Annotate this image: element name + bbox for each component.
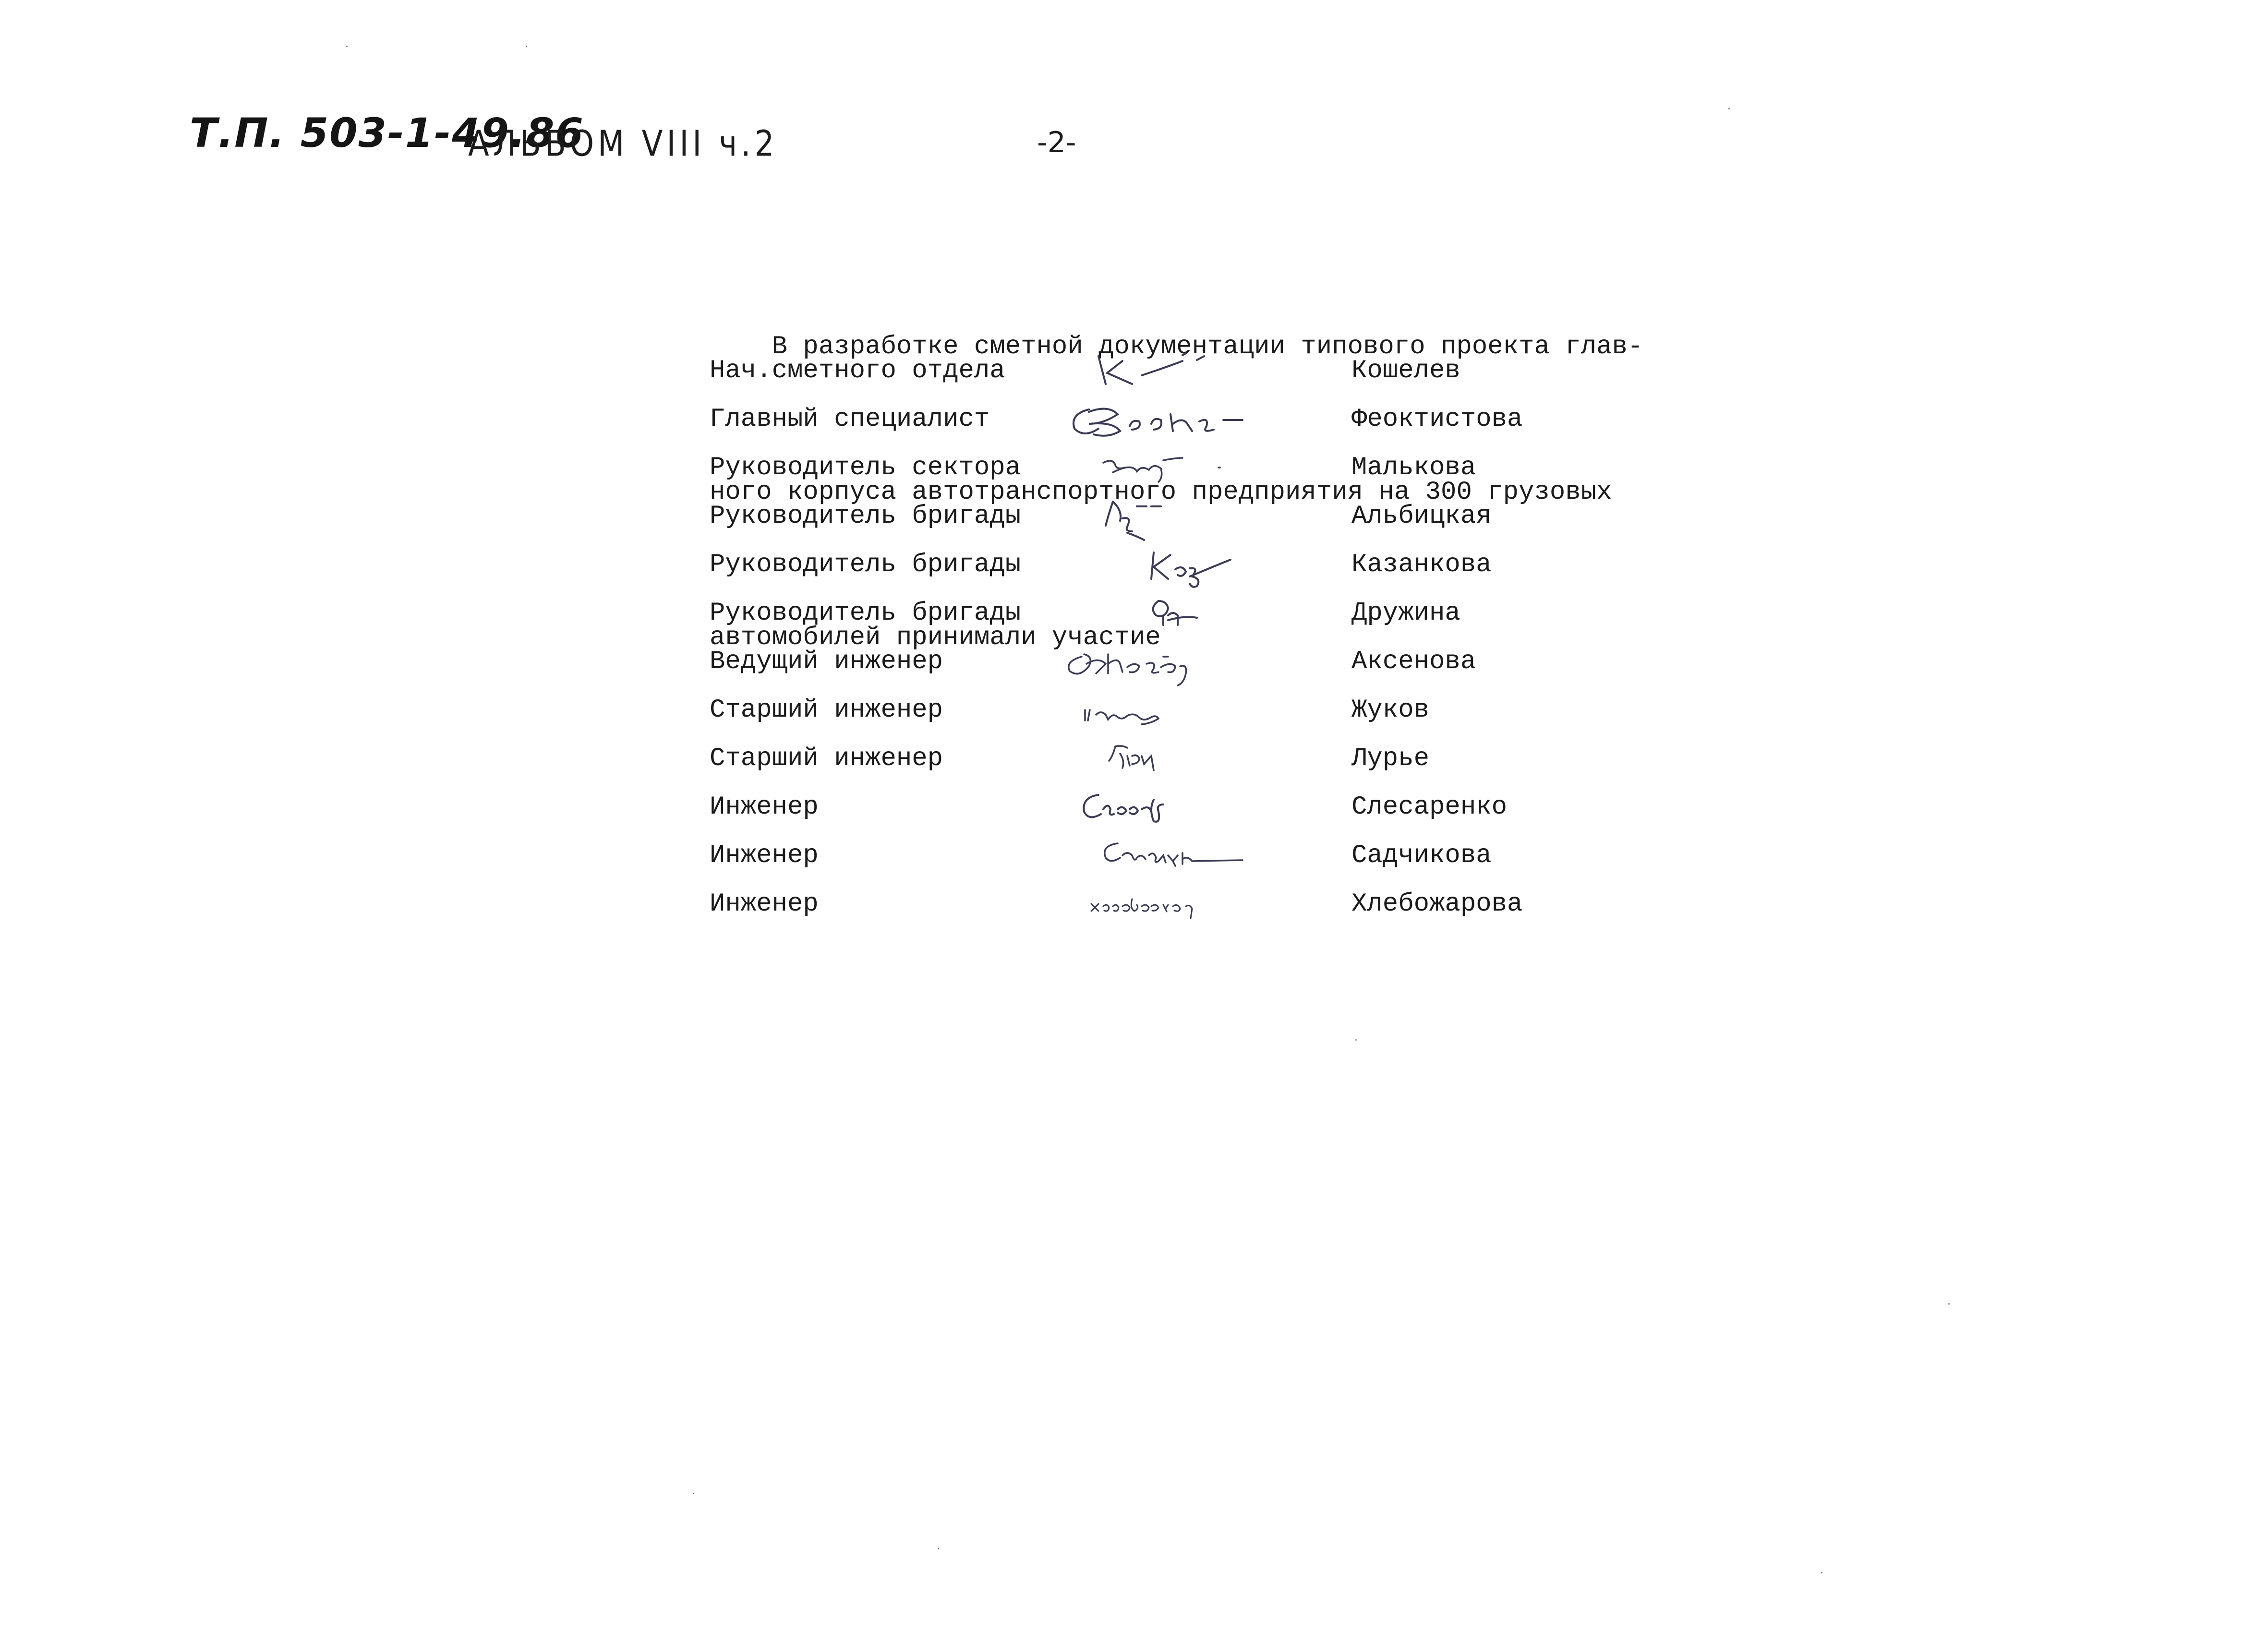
scan-speck	[1355, 1039, 1357, 1041]
album-label: АЛЬБОМ VIII ч.2	[468, 124, 778, 165]
scan-speck	[693, 1493, 694, 1494]
staff-surname: Феоктистова	[1351, 405, 1523, 434]
signature-image	[1060, 395, 1300, 444]
staff-row	[710, 831, 1574, 880]
staff-surname: Жуков	[1351, 696, 1430, 725]
staff-position: Нач.сметного отдела	[710, 356, 1005, 385]
signature-image	[1060, 492, 1300, 540]
staff-row	[710, 492, 1574, 540]
staff-position: Руководитель бригады	[710, 502, 1021, 531]
intro-line: ного корпуса автотранспортного предприятия на 300 грузовых	[710, 478, 1612, 507]
staff-surname: Малькова	[1351, 453, 1476, 482]
signature-image	[1060, 686, 1300, 734]
signature-image	[1060, 880, 1300, 928]
staff-position: Инженер	[710, 792, 819, 822]
staff-row	[710, 347, 1574, 395]
signature-image	[1060, 734, 1300, 783]
scan-speck	[1728, 108, 1730, 109]
scan-speck	[1821, 1572, 1822, 1573]
staff-surname: Садчикова	[1351, 841, 1492, 870]
staff-row	[710, 395, 1574, 444]
staff-surname: Казанкова	[1351, 550, 1492, 579]
intro-line: автомобилей принимали участие	[710, 623, 1161, 652]
signature-image	[1060, 831, 1300, 880]
signature-image	[1060, 540, 1300, 589]
staff-surname: Лурье	[1351, 744, 1430, 773]
staff-row	[710, 637, 1574, 686]
staff-position: Руководитель бригады	[710, 550, 1021, 579]
staff-row	[710, 783, 1574, 831]
document-code: Т.П. 503-1-49.86	[190, 109, 584, 156]
staff-surname: Дружина	[1351, 599, 1460, 628]
staff-surname: Альбицкая	[1351, 502, 1492, 531]
signature-image	[1060, 347, 1300, 395]
scan-speck	[526, 46, 527, 47]
staff-position: Ведущий инженер	[710, 647, 943, 676]
scan-speck	[938, 1548, 939, 1549]
scan-speck	[346, 46, 348, 47]
signature-image	[1060, 589, 1300, 637]
signature-image	[1060, 637, 1300, 686]
signature-image	[1060, 444, 1300, 492]
staff-row	[710, 444, 1574, 492]
signature-image	[1060, 783, 1300, 831]
staff-row	[710, 880, 1574, 928]
staff-surname: Кошелев	[1351, 356, 1460, 385]
intro-line: В разработке сметной документации типового проекта глав-	[710, 332, 1643, 361]
page-number: -2-	[1037, 126, 1076, 159]
staff-surname: Слесаренко	[1351, 792, 1508, 822]
staff-position: Старший инженер	[710, 744, 943, 773]
staff-surname: Аксенова	[1351, 647, 1476, 676]
staff-position: Руководитель бригады	[710, 599, 1021, 628]
staff-position: Руководитель сектора	[710, 453, 1021, 482]
staff-list	[710, 347, 1574, 928]
staff-row	[710, 734, 1574, 783]
staff-row	[710, 540, 1574, 589]
staff-position: Инженер	[710, 889, 819, 919]
staff-position: Старший инженер	[710, 696, 943, 725]
staff-position: Главный специалист	[710, 405, 990, 434]
staff-position: Инженер	[710, 841, 819, 870]
staff-row	[710, 686, 1574, 734]
scan-speck	[1948, 1303, 1950, 1305]
staff-surname: Хлебожарова	[1351, 889, 1523, 919]
staff-row	[710, 589, 1574, 637]
